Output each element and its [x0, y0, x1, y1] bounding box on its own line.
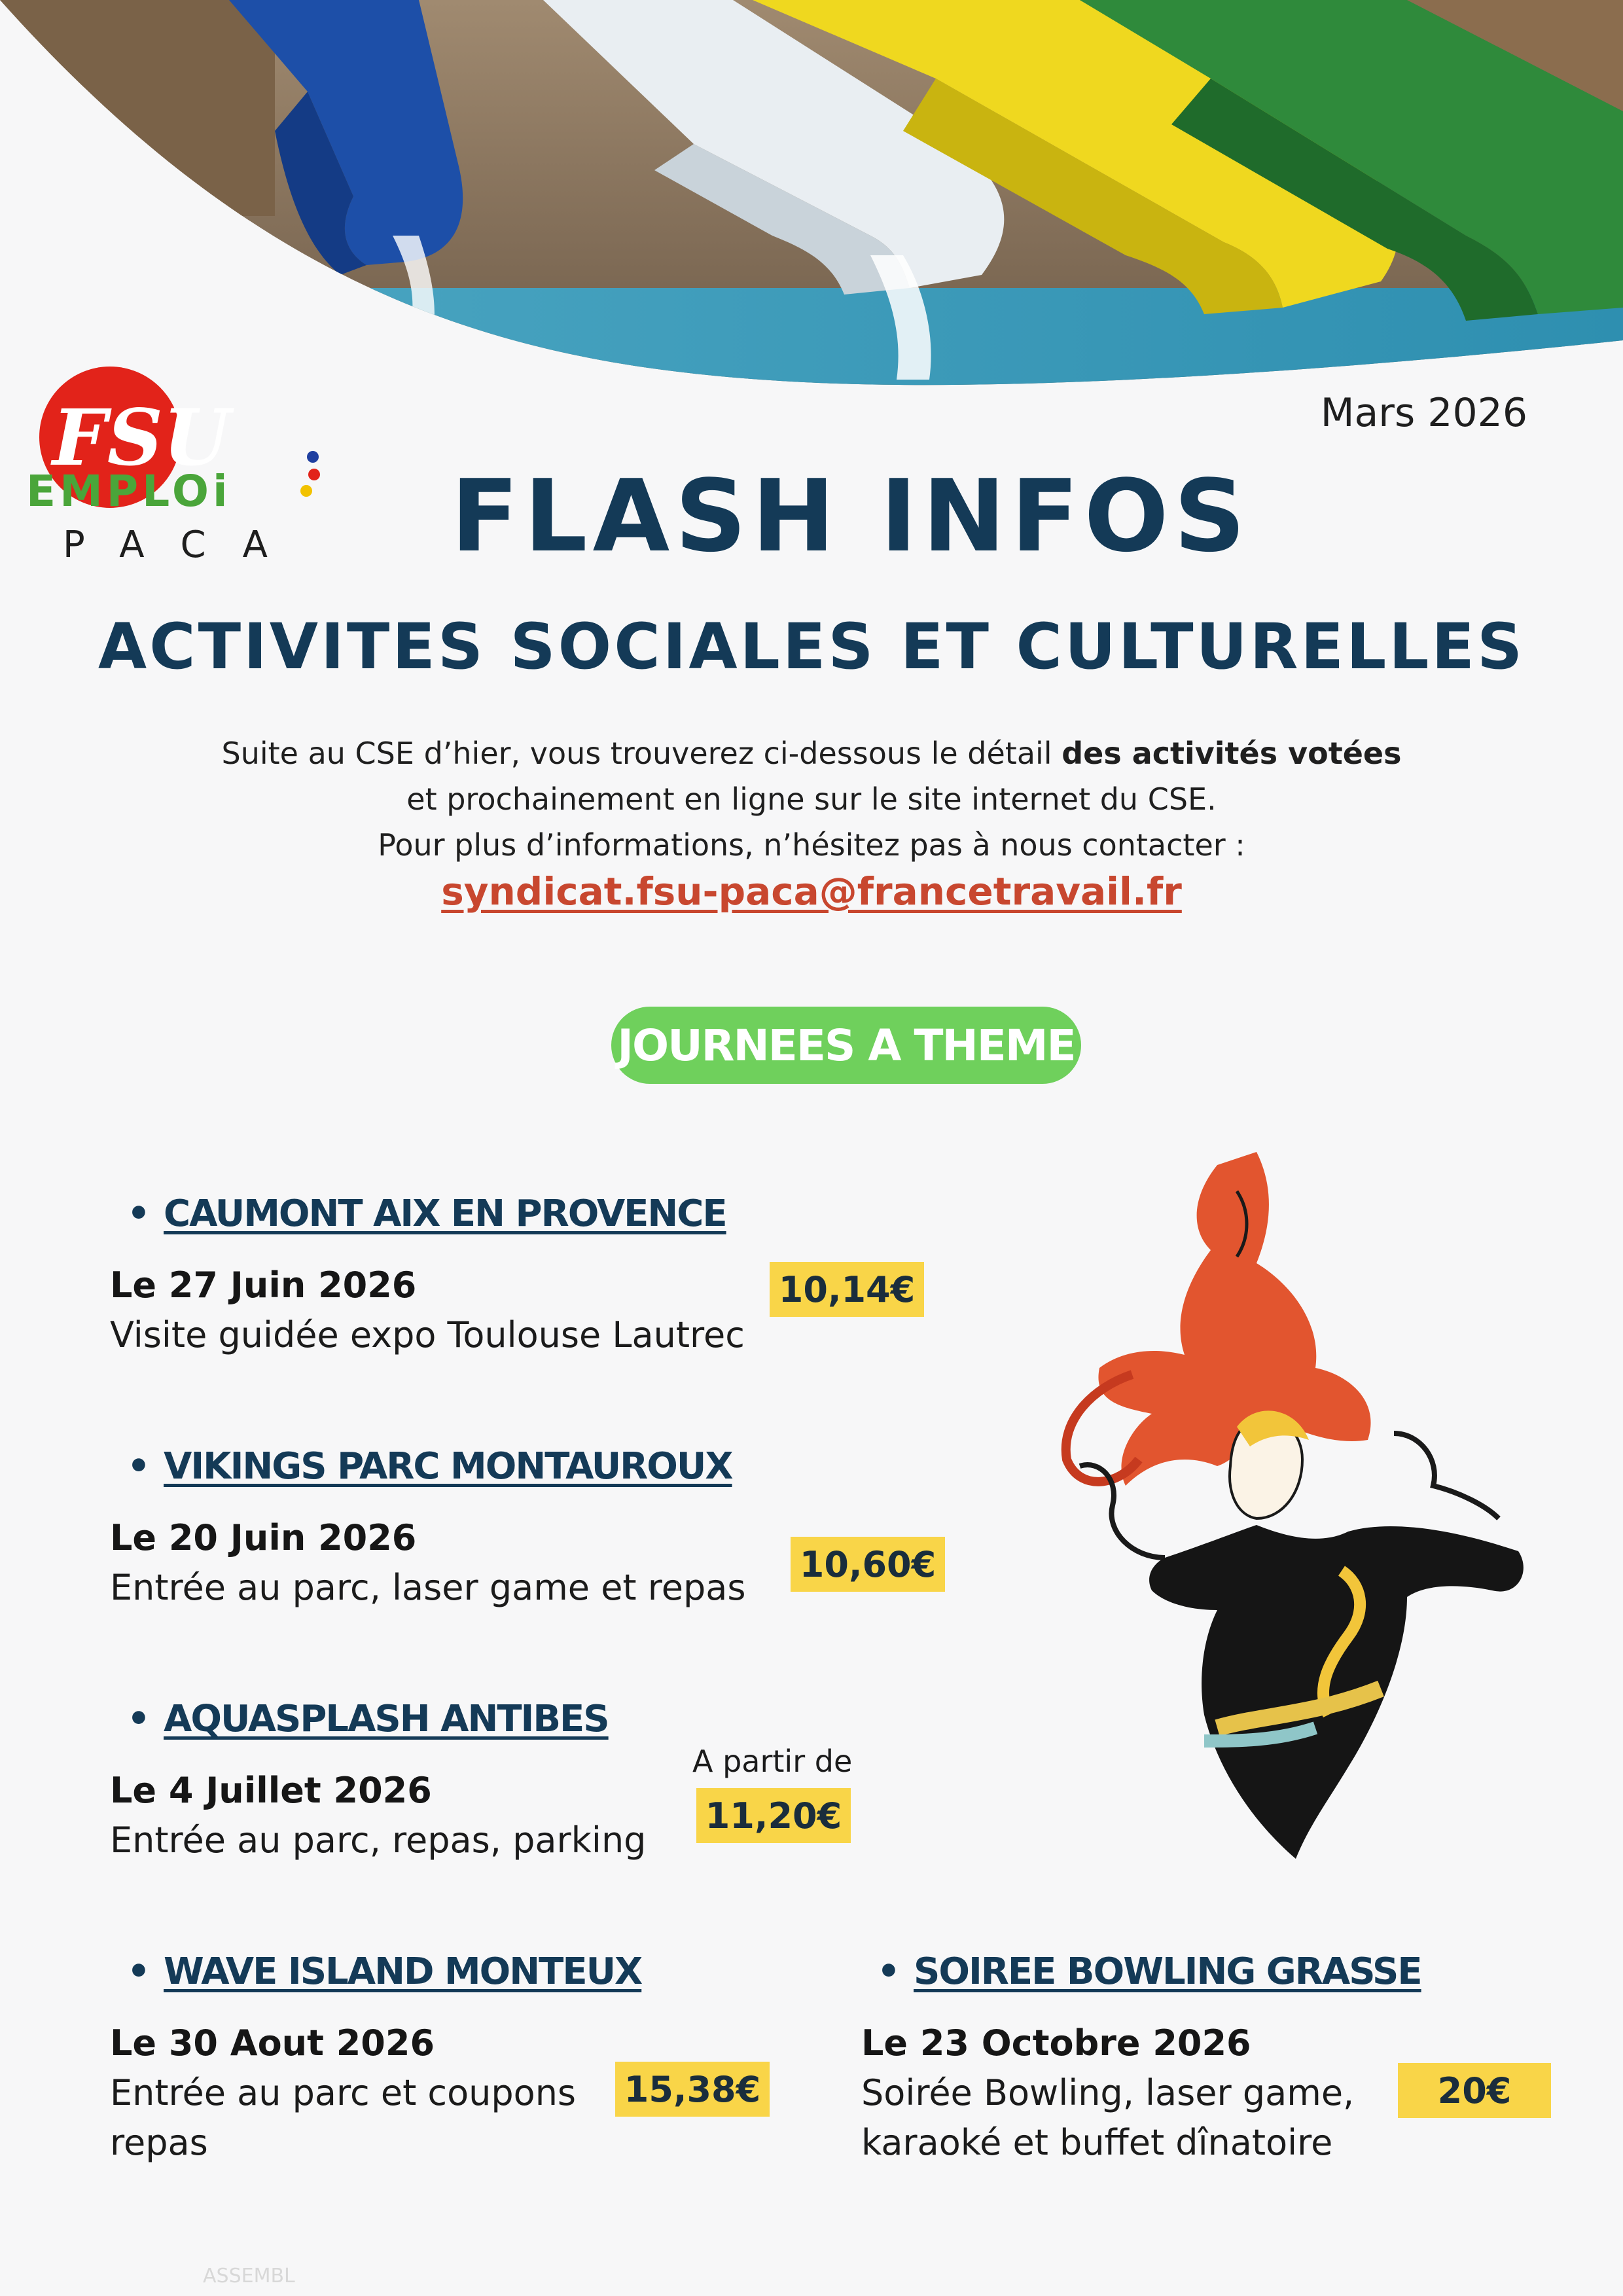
event-title-vikings[interactable]: • VIKINGS PARC MONTAUROUX [164, 1445, 732, 1488]
event-date-aquasplash: Le 4 Juillet 2026 [110, 1770, 432, 1811]
event-desc-bowling [861, 2068, 1398, 2168]
intro-line1-bold: des activités votées [1061, 736, 1402, 771]
contact-email-link[interactable]: syndicat.fsu-paca@francetravail.fr [441, 869, 1182, 914]
intro-line2: et prochainement en ligne sur le site internet du CSE. [406, 781, 1217, 817]
event-desc-wave-island [110, 2068, 647, 2168]
event-desc-caumont: Visite guidée expo Toulouse Lautrec [110, 1314, 745, 1355]
page-subtitle: ACTIVITES SOCIALES ET CULTURELLES [98, 610, 1525, 683]
event-desc-aquasplash: Entrée au parc, repas, parking [110, 1820, 647, 1861]
page-title: FLASH INFOS [450, 458, 1251, 574]
price-badge-aquasplash: 11,20€ [696, 1788, 851, 1843]
event-desc-wave-island-line2: repas [110, 2122, 208, 2163]
event-date-bowling: Le 23 Octobre 2026 [861, 2022, 1251, 2064]
price-badge-bowling: 20€ [1398, 2063, 1551, 2118]
event-title-wave-island[interactable]: • WAVE ISLAND MONTEUX [164, 1950, 641, 1993]
price-note-aquasplash: A partir de [692, 1744, 853, 1779]
price-badge-vikings: 10,60€ [791, 1537, 945, 1592]
price-badge-caumont: 10,14€ [770, 1262, 924, 1317]
lautrec-dancer-illustration [1041, 1152, 1558, 1872]
footer-watermark: ASSEMBL [203, 2265, 295, 2287]
event-date-wave-island: Le 30 Aout 2026 [110, 2022, 435, 2064]
price-badge-wave-island: 15,38€ [615, 2062, 770, 2117]
event-title-aquasplash[interactable]: • AQUASPLASH ANTIBES [164, 1698, 609, 1740]
section-badge: JOURNEES A THEME [611, 1007, 1081, 1084]
logo-emploi-text: EMPLOi [26, 466, 232, 516]
event-desc-bowling-line2: karaoké et buffet dînatoire [861, 2122, 1333, 2163]
intro-line3: Pour plus d’informations, n’hésitez pas à nous contacter : [378, 827, 1245, 863]
logo-paca-text: PACA [63, 524, 304, 566]
event-desc-vikings: Entrée au parc, laser game et repas [110, 1567, 746, 1608]
logo-fsu-text: FSU [52, 392, 230, 483]
event-title-caumont[interactable]: • CAUMONT AIX EN PROVENCE [164, 1193, 726, 1235]
event-title-bowling[interactable]: • SOIREE BOWLING GRASSE [914, 1950, 1421, 1993]
intro-line1: Suite au CSE d’hier, vous trouverez ci-dessous le détail [221, 736, 1062, 771]
event-desc-wave-island-line1: Entrée au parc et coupons [110, 2072, 577, 2113]
event-date-vikings: Le 20 Juin 2026 [110, 1517, 417, 1558]
issue-date: Mars 2026 [1320, 390, 1527, 436]
event-desc-bowling-line1: Soirée Bowling, laser game, [861, 2072, 1355, 2113]
event-date-caumont: Le 27 Juin 2026 [110, 1265, 417, 1306]
intro-text [0, 730, 1623, 868]
